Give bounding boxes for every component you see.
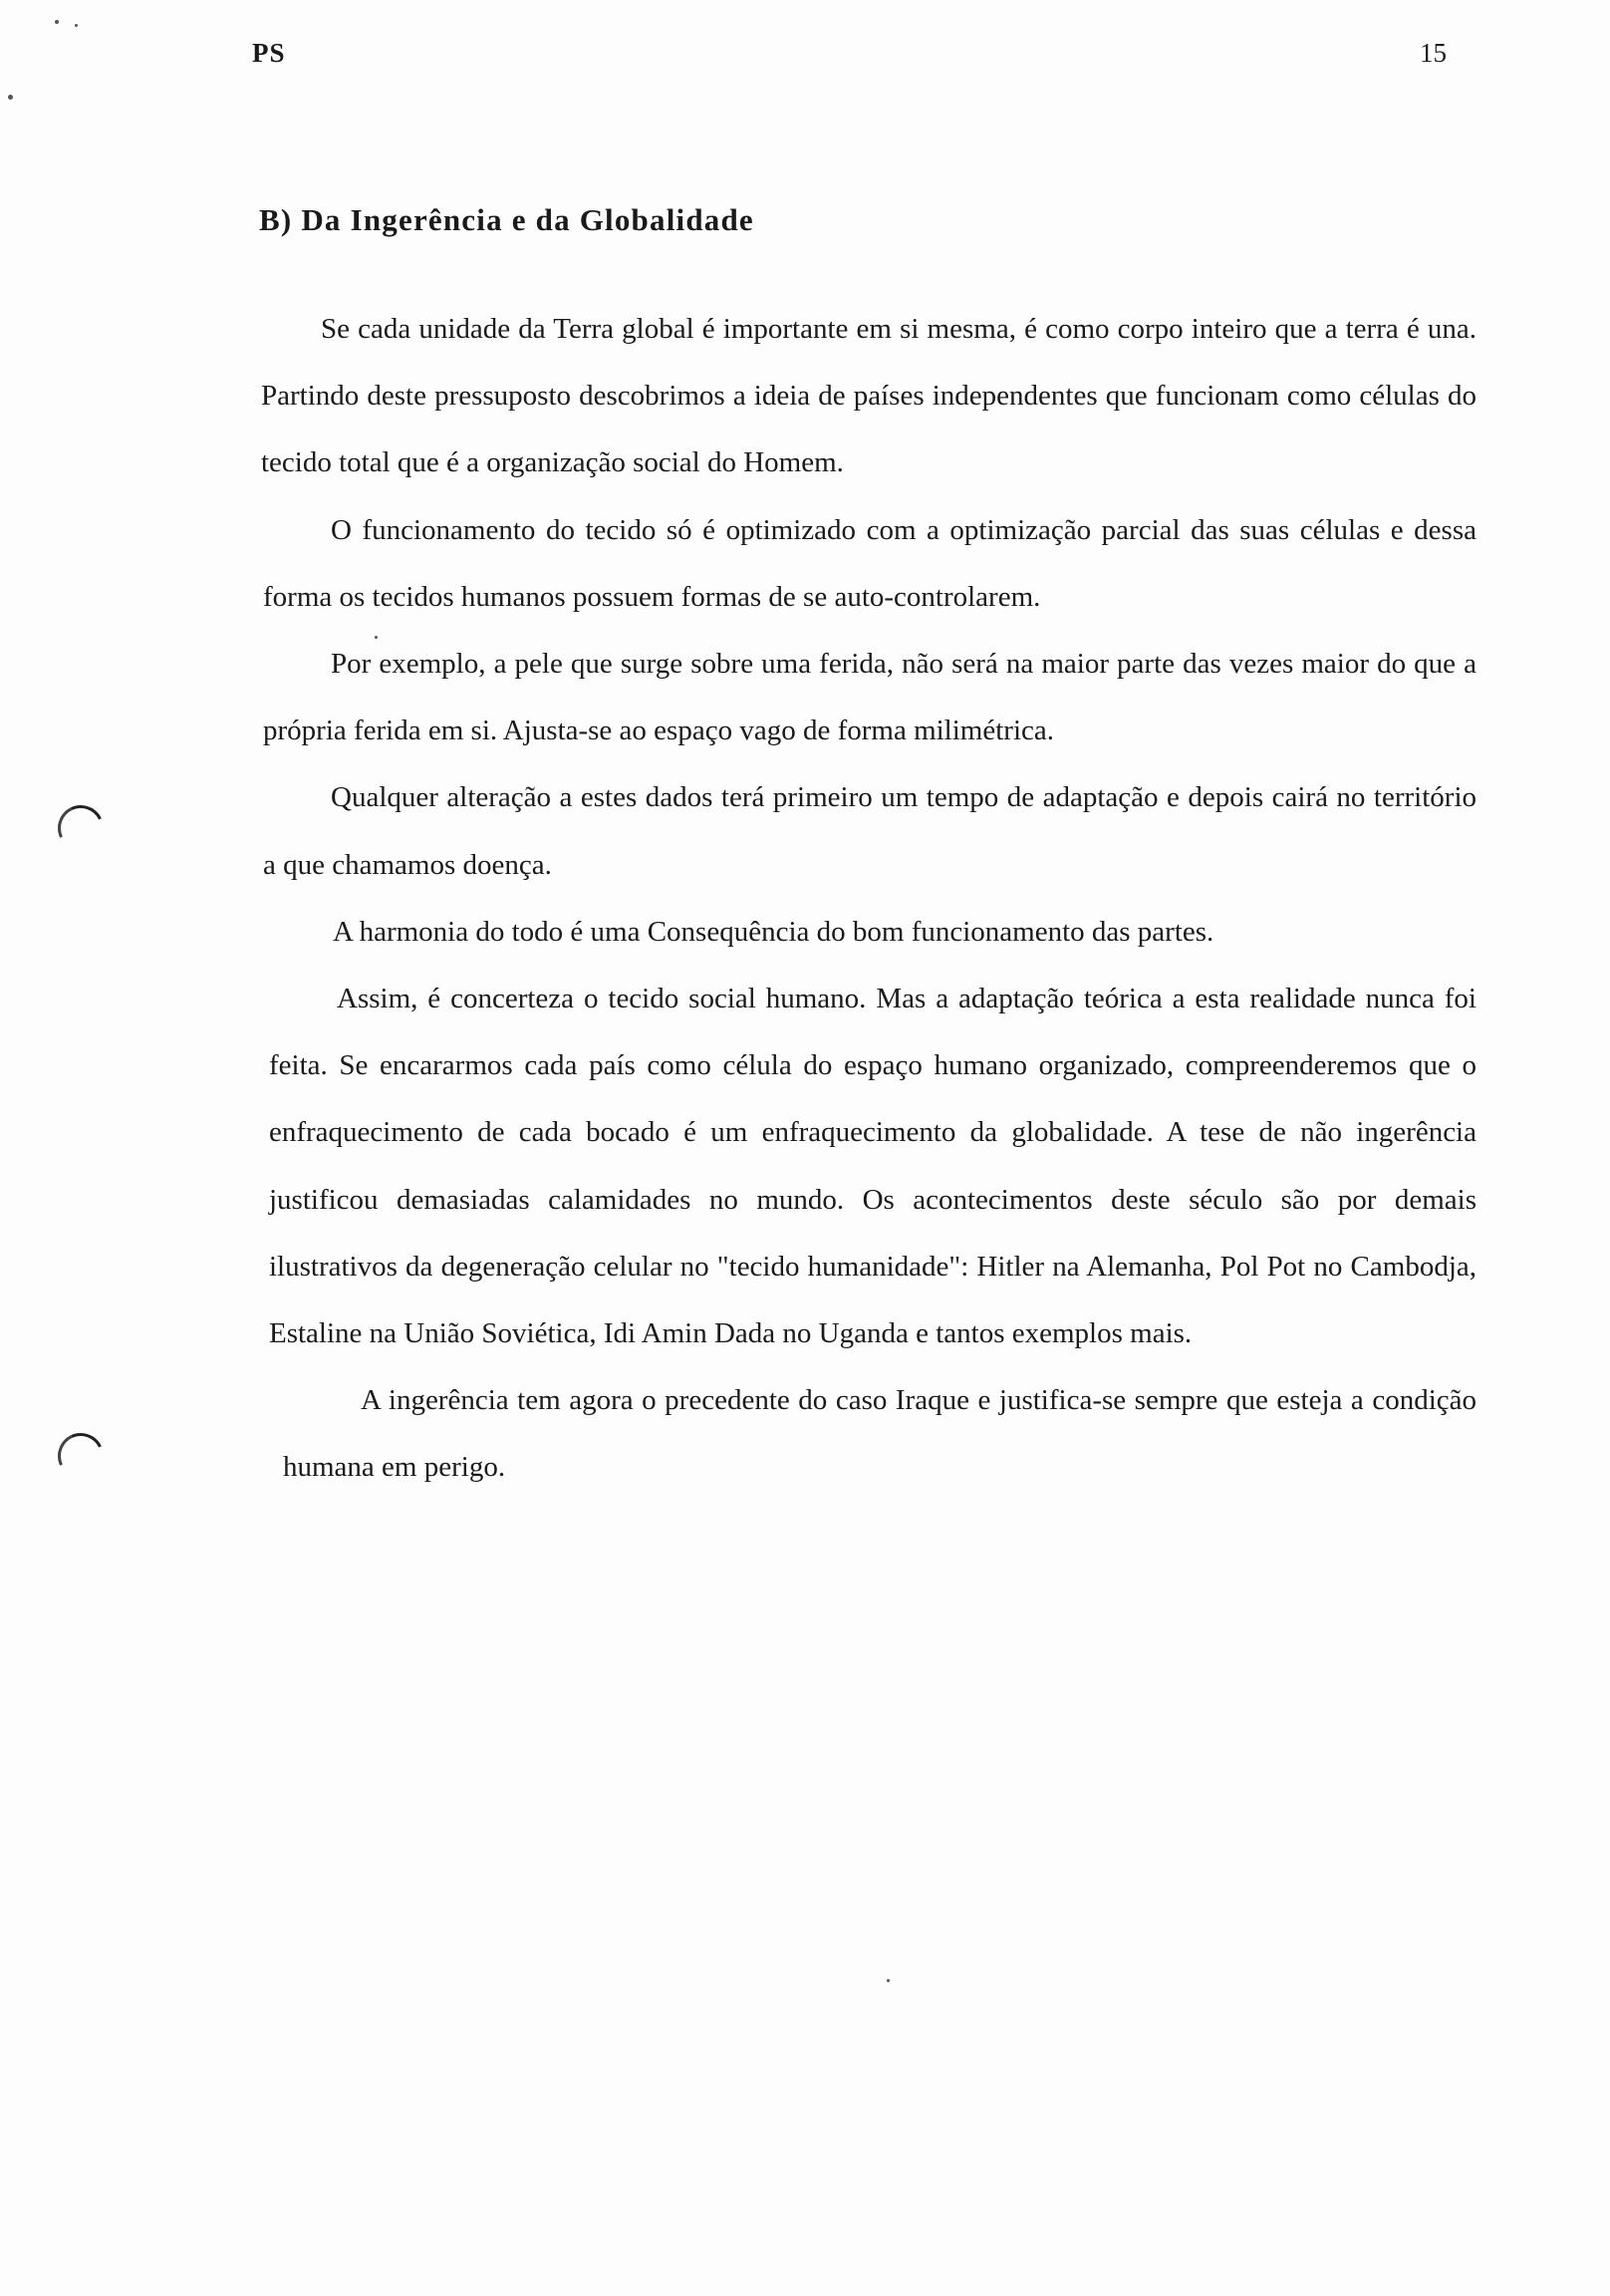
paragraph: Assim, é concerteza o tecido social humano. Mas a adaptação teórica a esta realidade nunca foi feita. Se encararmos cada país como célula do espaço humano organizado, compreenderemos que o enfraquecimento de cada bocado é um enfraquecimento da globalidade. A tese de não ingerência justificou demasiadas calamidades no mundo. Os acontecimentos deste século são por demais ilustrativos da degeneração celular no "tecido humanidade": Hitler na Alemanha, Pol Pot no Cambodja, Estaline na União Soviética, Idi Amin Dada no Uganda e tantos exemplos mais. — [269, 983, 1476, 1350]
paragraph: A ingerência tem agora o precedente do caso Iraque e justifica-se sempre que esteja a condição humana em perigo. — [283, 1384, 1476, 1484]
paragraph: A harmonia do todo é uma Consequência do bom funcionamento das partes. — [333, 915, 1214, 948]
page-number: 15 — [1420, 38, 1447, 68]
header-initials: PS — [252, 38, 286, 68]
binder-hole-mark — [52, 799, 111, 858]
paragraph: O funcionamento do tecido só é optimizado com a optimização parcial das suas células e dessa forma os tecidos humanos possuem formas de se auto-controlarem. — [263, 513, 1476, 613]
scan-speck — [887, 1979, 890, 1982]
paragraph: Se cada unidade da Terra global é importante em si mesma, é como corpo inteiro que a terra é una. Partindo deste pressuposto descobrimos a ideia de países independentes que funcionam como células do tecido total que é a organização social do Homem. — [261, 313, 1476, 479]
body-text — [261, 296, 1476, 1502]
scan-speck — [8, 95, 13, 100]
paragraph: Por exemplo, a pele que surge sobre uma ferida, não será na maior parte das vezes maior do que a própria ferida em si. Ajusta-se ao espaço vago de forma milimétrica. — [263, 648, 1476, 747]
scan-speck — [55, 20, 59, 24]
section-title: B) Da Ingerência e da Globalidade — [259, 202, 754, 237]
paragraph: Qualquer alteração a estes dados terá primeiro um tempo de adaptação e depois cairá no território a que chamamos doença. — [263, 781, 1476, 881]
binder-hole-mark — [52, 1427, 111, 1486]
scan-speck — [75, 24, 78, 27]
